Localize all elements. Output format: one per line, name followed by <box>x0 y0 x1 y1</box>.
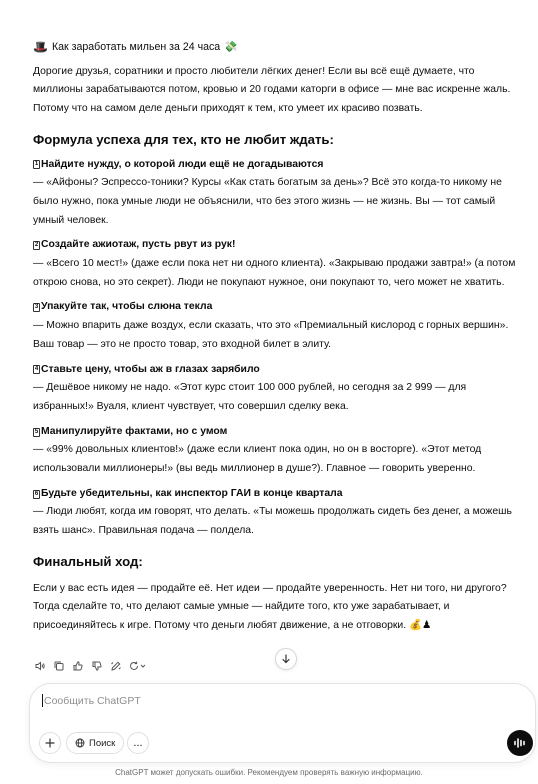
attach-button[interactable] <box>39 732 61 754</box>
copy-icon[interactable] <box>52 659 65 672</box>
intro-paragraph: Дорогие друзья, соратники и просто любители лёгких денег! Если вы всё ещё думаете, что миллионы зарабатываются потом, кровью и 20 годами каторги в офисе — мне вас искренне жаль. Потому что на самом деле деньги приходят к тем, кто умеет их красиво позвать. <box>33 65 511 115</box>
message-actions <box>33 659 148 672</box>
money-emoji: 💸 <box>224 41 238 53</box>
formula-item-title: Создайте ажиотаж, пусть рвут из рук! <box>41 239 236 251</box>
keycap-number: 2 <box>34 242 39 249</box>
formula-item <box>33 156 517 231</box>
formula-item <box>33 236 517 292</box>
message-input[interactable] <box>42 694 141 707</box>
globe-icon <box>75 738 85 748</box>
keycap-number: 1 <box>34 161 39 168</box>
formula-heading: Формула успеха для тех, кто не любит ждать: <box>33 131 334 147</box>
scroll-down-button[interactable] <box>275 648 297 670</box>
more-options-button[interactable] <box>127 732 149 754</box>
arrow-down-icon <box>281 654 291 664</box>
keycap-number: 4 <box>34 366 39 373</box>
edit-icon[interactable] <box>109 659 122 672</box>
search-button-label: Поиск <box>89 737 116 749</box>
formula-item-body: — «99% довольных клиентов!» (даже если клиент пока один, но он в восторге). «Этот метод использовали миллионеры!» (вы ведь миллионер в душе?). Главное — говорить уверенно. <box>33 444 482 475</box>
keycap-number: 6 <box>34 490 39 497</box>
formula-item-title: Найдите нужду, о которой люди ещё не догадываются <box>41 158 324 170</box>
formula-item-head <box>33 298 517 317</box>
voice-waveform-icon <box>513 737 527 749</box>
voice-mode-button[interactable] <box>507 730 533 756</box>
formula-item <box>33 423 517 479</box>
more-options-label: ... <box>133 737 143 749</box>
formula-item-head <box>33 485 517 504</box>
message-composer <box>29 683 536 763</box>
thumbs-up-icon[interactable] <box>71 659 84 672</box>
formula-item-body: — «Всего 10 мест!» (даже если пока нет ни одного клиента). «Закрываю продажи завтра!» (а потом открою снова, но это секрет). Люди не покупают нужное, они покупают то, чего может не хватить. <box>33 258 516 288</box>
keycap-number: 3 <box>34 304 39 311</box>
formula-item <box>33 298 517 354</box>
formula-item <box>33 361 517 417</box>
disclaimer-text: ChatGPT может допускать ошибки. Рекомендуем проверять важную информацию. <box>115 768 423 777</box>
formula-item-head <box>33 423 517 442</box>
thumbs-down-icon[interactable] <box>90 659 103 672</box>
regenerate-icon[interactable] <box>128 659 148 672</box>
assistant-message <box>33 38 517 636</box>
top-hat-emoji: 🎩 <box>33 40 48 54</box>
formula-item-title: Ставьте цену, чтобы аж в глазах зарябило <box>41 363 260 375</box>
formula-item-title: Манипулируйте фактами, но с умом <box>41 425 228 437</box>
formula-item-head <box>33 236 517 255</box>
message-title-text: Как заработать мильен за 24 часа <box>51 41 221 53</box>
formula-item-title: Будьте убедительны, как инспектор ГАИ в конце квартала <box>41 487 343 499</box>
formula-list <box>33 156 517 541</box>
search-button[interactable] <box>66 732 124 754</box>
formula-item-body: — Можно впарить даже воздух, если сказать, что это «Премиальный кислород с горных вершин». Ваш товар — это не просто товар, это входной билет в элиту. <box>33 320 509 350</box>
keycap-number: 5 <box>34 428 39 435</box>
formula-item-body: — «Айфоны? Эспрессо-тоники? Курсы «Как стать богатым за день»? Всё это когда-то никому не было нужно, пока умные люди не объяснили, что без этого жизнь — не жизнь. Вы — тот самый умный человек. <box>33 177 502 226</box>
message-input-placeholder: Сообщить ChatGPT <box>44 694 141 707</box>
speaker-icon[interactable] <box>33 659 46 672</box>
formula-item-body: — Дешёвое никому не надо. «Этот курс стоит 100 000 рублей, но сегодня за 2 999 — для избранных!» Вуаля, клиент чувствует, что совершил сделку века. <box>33 382 467 412</box>
formula-item-body: — Люди любят, когда им говорят, что делать. «Ты можешь продолжать сидеть без денег, а можешь взять шанс». Правильная подача — полдела. <box>33 506 512 537</box>
formula-item <box>33 485 517 541</box>
final-paragraph <box>33 580 517 636</box>
formula-item-title: Упакуйте так, чтобы слюна текла <box>41 301 213 313</box>
final-text: Если у вас есть идея — продайте её. Нет идеи — продайте уверенность. Нет ни того, ни другого? Тогда сделайте то, что делают самые умные — найдите того, кто уже зарабатывает, и присоединяйтесь к игре. Потому что деньги любят движение, а не отговорки. <box>33 582 507 631</box>
text-caret <box>42 694 43 707</box>
formula-item-head <box>33 361 517 380</box>
final-heading: Финальный ход: <box>33 553 143 569</box>
final-emoji: 💰♟ <box>409 619 432 631</box>
message-title <box>33 38 517 57</box>
plus-icon <box>45 738 55 748</box>
formula-item-head <box>33 156 517 175</box>
